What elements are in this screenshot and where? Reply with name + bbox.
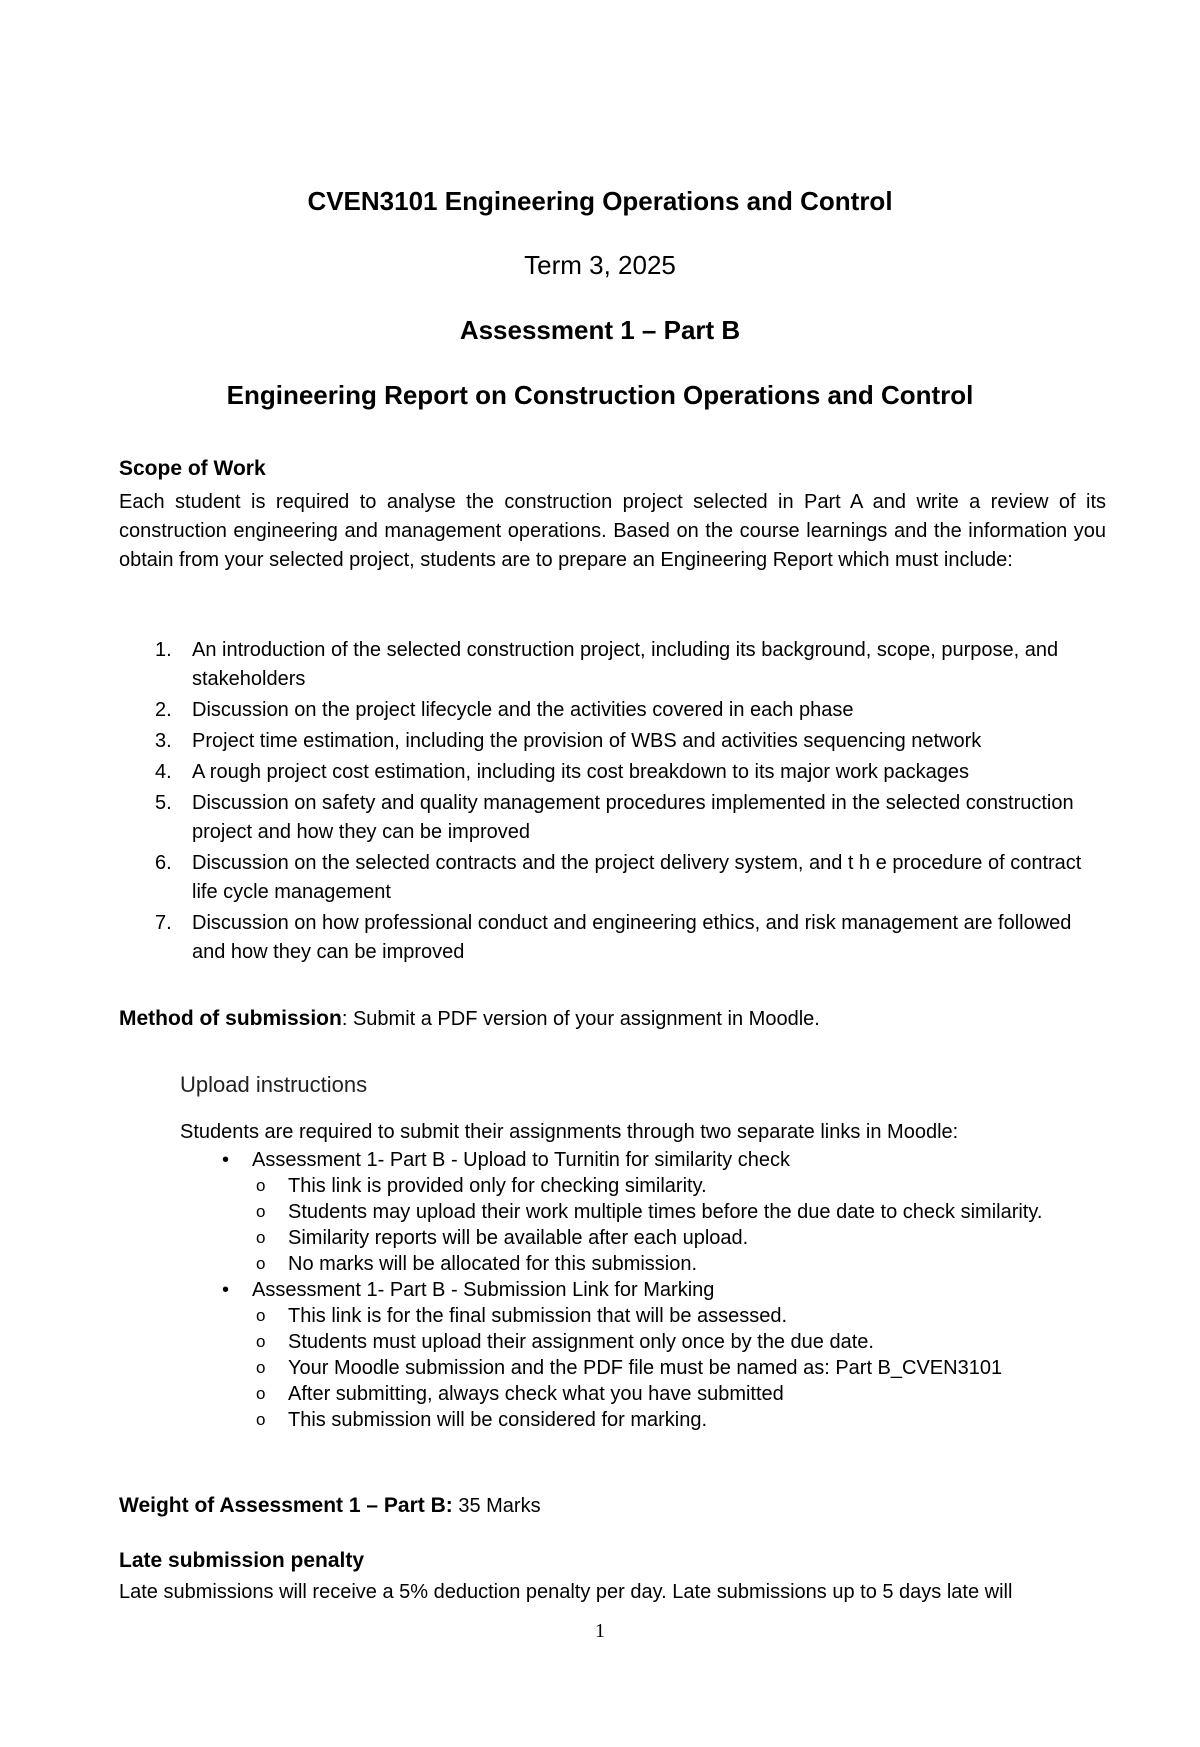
point-text: Students may upload their work multiple times before the due date to check similarity. [288, 1201, 1043, 1223]
sub-bullet-icon: o [256, 1410, 266, 1429]
method-of-submission [119, 1007, 1106, 1031]
list-text: Discussion on the selected contracts and the project delivery system, and t h e procedure of contract life cycle management [192, 852, 1082, 903]
list-item [180, 1199, 1068, 1225]
method-label: Method of submission [119, 1007, 342, 1030]
list-item [180, 1225, 1068, 1251]
list-item [180, 1277, 1100, 1303]
list-text: Discussion on how professional conduct and engineering ethics, and risk management are followed and how they can be improved [192, 912, 1072, 963]
list-number: 4. [155, 761, 172, 783]
list-item [180, 1173, 1068, 1199]
list-number: 7. [155, 912, 172, 934]
list-item [180, 1329, 1068, 1355]
term-label: Term 3, 2025 [524, 250, 676, 280]
list-text: A rough project cost estimation, including its cost breakdown to its major work packages [192, 761, 970, 783]
weight-label: Weight of Assessment 1 – Part B: [119, 1494, 453, 1517]
sub-bullet-icon: o [256, 1384, 266, 1403]
scope-list [119, 636, 1106, 969]
page-number: 1 [595, 1620, 605, 1642]
point-text: Similarity reports will be available after each upload. [288, 1227, 749, 1249]
sub-bullet-icon: o [256, 1202, 266, 1221]
bullet-icon: • [222, 1279, 230, 1301]
list-text: Project time estimation, including the provision of WBS and activities sequencing network [192, 730, 982, 752]
list-number: 1. [155, 639, 172, 661]
list-item [180, 1355, 1148, 1381]
bullet-icon: • [222, 1149, 230, 1171]
point-text: Your Moodle submission and the PDF file must be named as: Part B_CVEN3101 [288, 1357, 1003, 1379]
list-number: 3. [155, 730, 172, 752]
link-title: Assessment 1- Part B - Submission Link for Marking [252, 1279, 715, 1301]
upload-intro: Students are required to submit their assignments through two separate links in Moodle: [180, 1121, 959, 1143]
late-penalty-text: Late submissions will receive a 5% deduction penalty per day. Late submissions up to 5 days late will [119, 1581, 1013, 1603]
sub-bullet-icon: o [256, 1228, 266, 1247]
list-item [180, 1407, 1068, 1433]
list-item [119, 696, 1106, 725]
report-title: Engineering Report on Construction Operations and Control [226, 380, 974, 410]
scope-paragraph: Each student is required to analyse the construction project selected in Part A and write a review of its construction engineering and management operations. Based on the course learnings and the information you obtain from your selected project, students are to prepare an Engineering Report which must include: [119, 491, 1106, 571]
sub-bullet-icon: o [256, 1254, 266, 1273]
course-title: CVEN3101 Engineering Operations and Control [307, 186, 893, 216]
weight-value: 35 Marks [452, 1495, 541, 1517]
sub-bullet-icon: o [256, 1176, 266, 1195]
list-number: 5. [155, 792, 172, 814]
list-item [180, 1303, 1068, 1329]
list-item [180, 1381, 1068, 1407]
method-text: : Submit a PDF version of your assignment in Moodle. [341, 1008, 820, 1030]
list-item [119, 727, 1106, 756]
list-item [119, 849, 1106, 907]
sub-bullet-icon: o [256, 1332, 266, 1351]
list-number: 2. [155, 699, 172, 721]
point-text: This link is for the final submission that will be assessed. [288, 1305, 788, 1327]
list-text: Discussion on the project lifecycle and the activities covered in each phase [192, 699, 854, 721]
sub-bullet-icon: o [256, 1306, 266, 1325]
list-item [119, 636, 1106, 694]
point-text: After submitting, always check what you have submitted [288, 1383, 784, 1405]
list-item [180, 1147, 1100, 1173]
point-text: This submission will be considered for marking. [288, 1409, 708, 1431]
upload-heading: Upload instructions [180, 1072, 368, 1097]
assessment-weight [119, 1494, 1106, 1518]
list-text: An introduction of the selected construction project, including its background, scope, purpose, and stakeholders [192, 639, 1059, 690]
point-text: Students must upload their assignment only once by the due date. [288, 1331, 874, 1353]
list-item [119, 758, 1106, 787]
point-text: This link is provided only for checking similarity. [288, 1175, 707, 1197]
list-number: 6. [155, 852, 172, 874]
upload-links-list [180, 1147, 1100, 1433]
scope-heading: Scope of Work [119, 457, 266, 480]
list-item [119, 909, 1106, 967]
point-text: No marks will be allocated for this submission. [288, 1253, 698, 1275]
late-penalty-heading: Late submission penalty [119, 1549, 365, 1572]
link-title: Assessment 1- Part B - Upload to Turnitin for similarity check [252, 1149, 790, 1171]
list-item [119, 789, 1106, 847]
sub-bullet-icon: o [256, 1358, 266, 1377]
assessment-title: Assessment 1 – Part B [459, 315, 741, 345]
list-text: Discussion on safety and quality management procedures implemented in the selected construction project and how they can be improved [192, 792, 1074, 843]
list-item [180, 1251, 1068, 1277]
